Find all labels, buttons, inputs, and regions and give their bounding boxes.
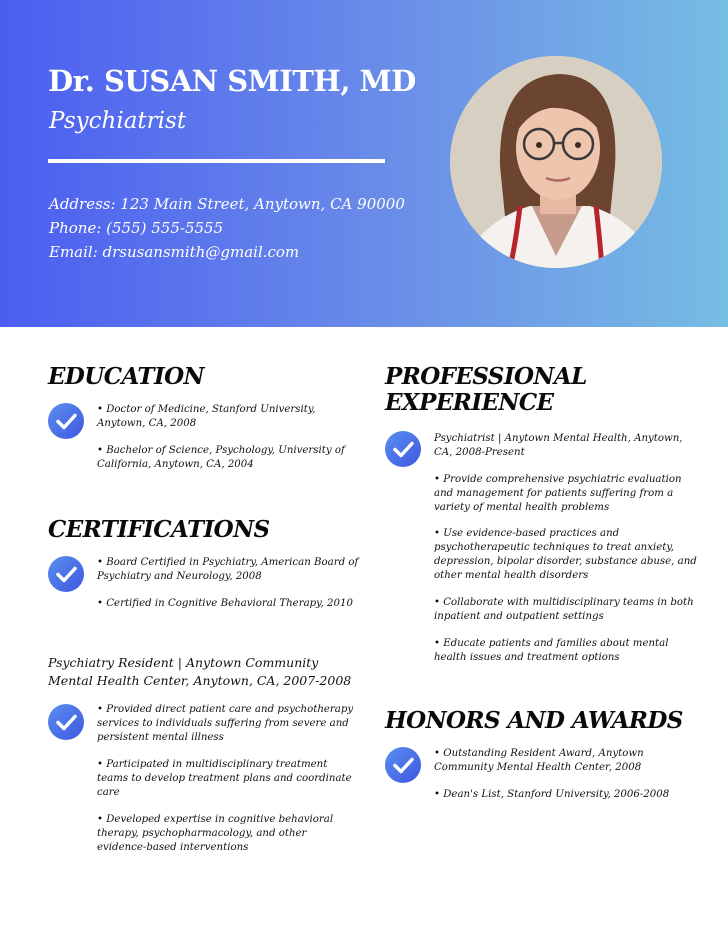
experience-item: • Provide comprehensive psychiatric evaluation and management for patients suffering from a variety of mental health problems xyxy=(434,474,682,513)
experience-item: • Collaborate with multidisciplinary teams in both inpatient and outpatient settings xyxy=(434,597,694,622)
residency-title: Psychiatry Resident | Anytown Community Mental Health Center, Anytown, CA, 2007-2008 xyxy=(48,655,352,688)
experience-item: • Use evidence-based practices and psychotherapeutic techniques to treat anxiety, depression, bipolar disorder, substance abuse, and other mental health disorders xyxy=(434,528,697,581)
education-item: • Bachelor of Science, Psychology, University of California, Anytown, CA, 2004 xyxy=(97,445,345,470)
residency-item: • Provided direct patient care and psychotherapy services to individuals suffering from severe and persistent mental illness xyxy=(97,704,354,743)
experience-title: PROFESSIONAL EXPERIENCE xyxy=(385,363,587,416)
address-line: Address: 123 Main Street, Anytown, CA 90000 xyxy=(49,195,405,213)
honor-item: • Outstanding Resident Award, Anytown Community Mental Health Center, 2008 xyxy=(434,748,644,773)
certification-item: • Board Certified in Psychiatry, American Board of Psychiatry and Neurology, 2008 xyxy=(97,557,359,582)
education-title: EDUCATION xyxy=(48,363,204,390)
job-title: Psychiatrist | Anytown Mental Health, Anytown, CA, 2008-Present xyxy=(434,433,683,458)
check-circle-icon xyxy=(385,747,421,783)
candidate-role: Psychiatrist xyxy=(49,108,187,134)
candidate-name: Dr. SUSAN SMITH, MD xyxy=(48,64,416,98)
residency-item: • Participated in multidisciplinary treatment teams to develop treatment plans and coordinate care xyxy=(97,759,352,798)
residency-item: • Developed expertise in cognitive behavioral therapy, psychopharmacology, and other evidence-based interventions xyxy=(97,814,334,853)
education-item: • Doctor of Medicine, Stanford University, Anytown, CA, 2008 xyxy=(97,404,316,429)
phone-line: Phone: (555) 555-5555 xyxy=(49,219,224,237)
honor-item: • Dean's List, Stanford University, 2006-2008 xyxy=(434,789,670,800)
certifications-title: CERTIFICATIONS xyxy=(48,516,270,543)
profile-photo xyxy=(450,56,662,268)
email-line: Email: drsusansmith@gmail.com xyxy=(49,243,300,261)
check-circle-icon xyxy=(48,704,84,740)
header-divider xyxy=(48,159,385,163)
check-circle-icon xyxy=(48,403,84,439)
check-circle-icon xyxy=(385,431,421,467)
certification-item: • Certified in Cognitive Behavioral Therapy, 2010 xyxy=(97,598,353,609)
honors-title: HONORS AND AWARDS xyxy=(385,707,683,734)
header-banner xyxy=(0,0,728,327)
experience-item: • Educate patients and families about mental health issues and treatment options xyxy=(434,638,669,663)
check-circle-icon xyxy=(48,556,84,592)
